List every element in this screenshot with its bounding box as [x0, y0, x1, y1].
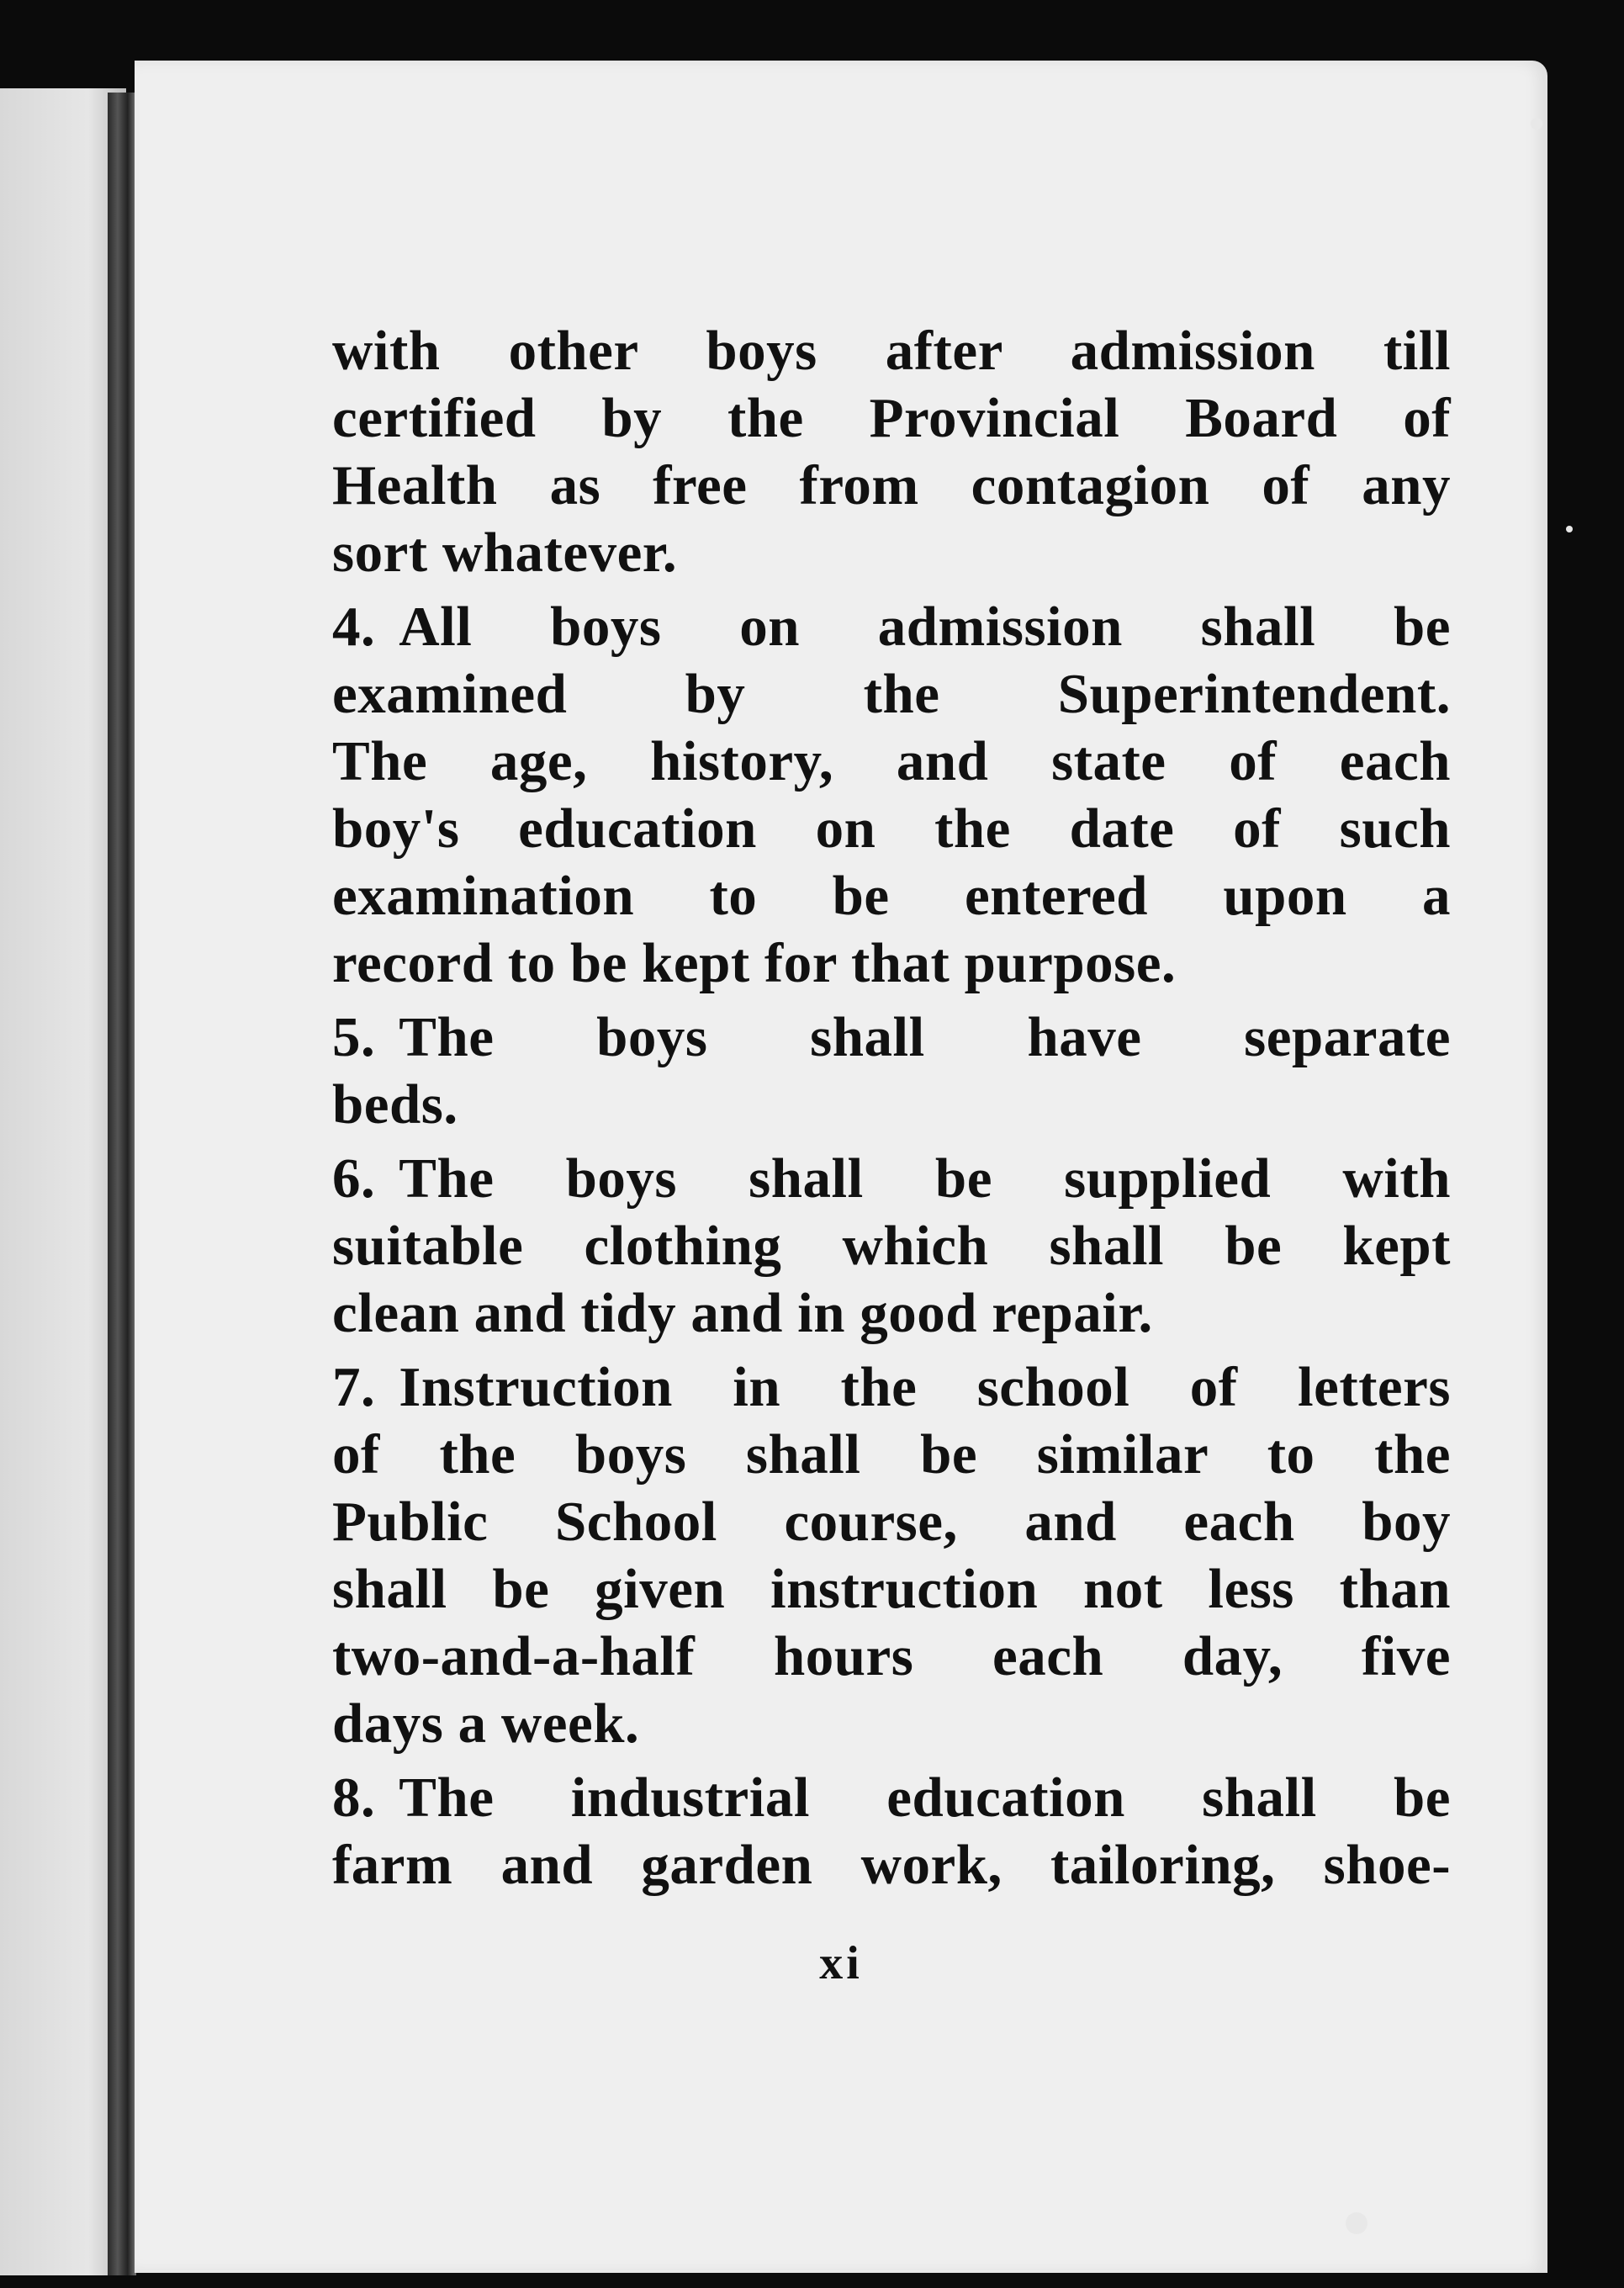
rule-number: 7.: [332, 1356, 376, 1418]
text-line-content: All boys on admission shall be: [399, 596, 1451, 658]
scan-speck: [1346, 2212, 1367, 2234]
page-number: xi: [819, 1937, 863, 1989]
rule-paragraph-5: [332, 1004, 1451, 1138]
text-line: certified by the Provincial Board of: [332, 387, 1451, 449]
rule-paragraph-4: [332, 593, 1451, 997]
book-page: [135, 61, 1547, 2273]
text-line: record to be kept for that purpose.: [332, 932, 1177, 994]
body-text: [332, 317, 1451, 1905]
text-line: examined by the Superintendent.: [332, 663, 1451, 725]
text-line: [332, 1353, 1451, 1421]
rule-paragraph-8: [332, 1764, 1451, 1899]
text-line: clean and tidy and in good repair.: [332, 1282, 1153, 1344]
text-line: examination to be entered upon a: [332, 865, 1451, 927]
text-line: days a week.: [332, 1692, 640, 1755]
text-line: of the boys shall be similar to the: [332, 1423, 1451, 1486]
rule-number: 8.: [332, 1766, 376, 1829]
text-line: Public School course, and each boy: [332, 1491, 1451, 1553]
text-line: [332, 1004, 1451, 1071]
book-gutter: [108, 93, 136, 2275]
scan-speck: [1566, 526, 1573, 532]
rule-number: 6.: [332, 1147, 376, 1210]
text-line-content: The industrial education shall be: [399, 1766, 1451, 1829]
text-line: boy's education on the date of such: [332, 797, 1451, 860]
text-line: [332, 593, 1451, 660]
text-line: beds.: [332, 1073, 458, 1136]
text-line-content: Instruction in the school of letters: [399, 1356, 1451, 1418]
text-line: shall be given instruction not less than: [332, 1558, 1451, 1620]
text-line: [332, 1145, 1451, 1212]
rule-paragraph-7: [332, 1353, 1451, 1757]
rule-number: 5.: [332, 1006, 376, 1068]
rule-paragraph-6: [332, 1145, 1451, 1347]
text-line: farm and garden work, tailoring, shoe-: [332, 1834, 1451, 1896]
text-line: two-and-a-half hours each day, five: [332, 1625, 1451, 1687]
text-line-content: The boys shall be supplied with: [399, 1147, 1451, 1210]
text-line: [332, 1764, 1451, 1831]
scan-speck: [1531, 118, 1542, 130]
text-line: Health as free from contagion of any: [332, 454, 1451, 516]
text-line: The age, history, and state of each: [332, 730, 1451, 792]
paragraph-continuation: [332, 317, 1451, 586]
rule-number: 4.: [332, 596, 376, 658]
text-line: with other boys after admission till: [332, 320, 1451, 382]
text-line: sort whatever.: [332, 522, 678, 584]
text-line: suitable clothing which shall be kept: [332, 1215, 1451, 1277]
text-line-content: The boys shall have separate: [399, 1006, 1451, 1068]
